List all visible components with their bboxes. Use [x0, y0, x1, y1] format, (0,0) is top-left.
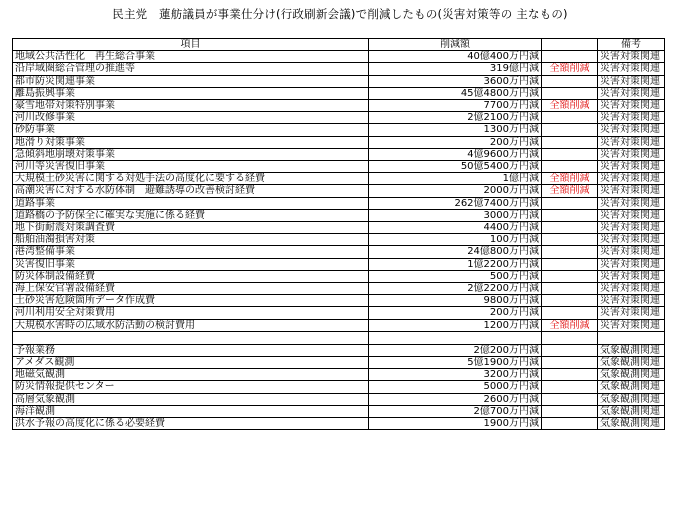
amount-cell: 2億2200万円減 — [369, 283, 542, 295]
note-cell: 災害対策関連 — [598, 124, 665, 136]
full-cut-cell — [542, 124, 598, 136]
amount-cell: 3000万円減 — [369, 209, 542, 221]
amount-cell: 1億2200万円減 — [369, 258, 542, 270]
amount-cell: 24億800万円減 — [369, 246, 542, 258]
header-amount: 削減額 — [369, 39, 542, 51]
header-item: 項目 — [13, 39, 369, 51]
item-cell: 道路橋の予防保全に確実な実施に係る経費 — [13, 209, 369, 221]
full-cut-cell — [542, 148, 598, 160]
amount-cell: 4億9600万円減 — [369, 148, 542, 160]
note-cell: 災害対策関連 — [598, 87, 665, 99]
table-row — [13, 209, 665, 221]
table-row — [13, 148, 665, 160]
amount-cell: 9800万円減 — [369, 295, 542, 307]
full-cut-cell — [542, 381, 598, 393]
full-cut-cell — [542, 209, 598, 221]
amount-cell: 200万円減 — [369, 136, 542, 148]
full-cut-cell: 全額削減 — [542, 100, 598, 112]
item-cell: 河川等災害復旧事業 — [13, 161, 369, 173]
table-row — [13, 222, 665, 234]
item-cell: 防災情報提供センター — [13, 381, 369, 393]
item-cell: 砂防事業 — [13, 124, 369, 136]
note-cell: 災害対策関連 — [598, 173, 665, 185]
full-cut-cell — [542, 283, 598, 295]
note-cell: 災害対策関連 — [598, 319, 665, 331]
table-row — [13, 124, 665, 136]
note-cell: 気象観測関連 — [598, 381, 665, 393]
table-row — [13, 173, 665, 185]
full-cut-cell: 全額削減 — [542, 319, 598, 331]
item-cell: 地滑り対策事業 — [13, 136, 369, 148]
table-row — [13, 381, 665, 393]
item-cell: 地域公共活性化 再生総合事業 — [13, 51, 369, 63]
note-cell: 災害対策関連 — [598, 136, 665, 148]
amount-cell: 500万円減 — [369, 270, 542, 282]
table-row — [13, 258, 665, 270]
item-cell: 予報業務 — [13, 344, 369, 356]
item-cell: 離島振興事業 — [13, 87, 369, 99]
amount-cell: 2億200万円減 — [369, 344, 542, 356]
item-cell: 大規模水害時の広域水防活動の検討費用 — [13, 319, 369, 331]
table-row — [13, 87, 665, 99]
full-cut-cell — [542, 112, 598, 124]
full-cut-cell — [542, 234, 598, 246]
item-cell: 道路事業 — [13, 197, 369, 209]
note-cell: 災害対策関連 — [598, 100, 665, 112]
note-cell: 気象観測関連 — [598, 405, 665, 417]
table-row — [13, 112, 665, 124]
table-row — [13, 270, 665, 282]
full-cut-cell — [542, 87, 598, 99]
item-cell: 地下街耐震対策調査費 — [13, 222, 369, 234]
full-cut-cell — [542, 307, 598, 319]
note-cell: 気象観測関連 — [598, 344, 665, 356]
amount-cell: 1300万円減 — [369, 124, 542, 136]
full-cut-cell — [542, 344, 598, 356]
amount-cell: 5000万円減 — [369, 381, 542, 393]
full-cut-cell — [542, 136, 598, 148]
amount-cell: 3600万円減 — [369, 75, 542, 87]
table-row — [13, 185, 665, 197]
table-row — [13, 344, 665, 356]
amount-cell: 2600万円減 — [369, 393, 542, 405]
table-row — [13, 405, 665, 417]
table-row — [13, 369, 665, 381]
full-cut-cell — [542, 197, 598, 209]
item-cell: 防災体制設備経費 — [13, 270, 369, 282]
full-cut-cell — [542, 393, 598, 405]
header-full-cut — [542, 39, 598, 51]
table-body — [13, 51, 665, 430]
note-cell: 気象観測関連 — [598, 357, 665, 369]
note-cell: 災害対策関連 — [598, 283, 665, 295]
full-cut-cell — [542, 161, 598, 173]
full-cut-cell — [542, 418, 598, 430]
note-cell: 災害対策関連 — [598, 295, 665, 307]
note-cell: 災害対策関連 — [598, 112, 665, 124]
full-cut-cell — [542, 369, 598, 381]
full-cut-cell — [542, 51, 598, 63]
note-cell: 災害対策関連 — [598, 63, 665, 75]
table-row — [13, 51, 665, 63]
table-row — [13, 234, 665, 246]
note-cell — [598, 331, 665, 344]
full-cut-cell — [542, 357, 598, 369]
item-cell: 沿岸域圏総合管理の推進等 — [13, 63, 369, 75]
amount-cell: 2000万円減 — [369, 185, 542, 197]
table-row — [13, 136, 665, 148]
amount-cell: 50億5400万円減 — [369, 161, 542, 173]
amount-cell: 40億400万円減 — [369, 51, 542, 63]
full-cut-cell — [542, 295, 598, 307]
item-cell: アメダス観測 — [13, 357, 369, 369]
item-cell: 海上保安官署設備経費 — [13, 283, 369, 295]
table-row — [13, 357, 665, 369]
full-cut-cell: 全額削減 — [542, 63, 598, 75]
table-row — [13, 319, 665, 331]
amount-cell: 7700万円減 — [369, 100, 542, 112]
table-row — [13, 100, 665, 112]
full-cut-cell — [542, 246, 598, 258]
page-title: 民主党 蓮舫議員が事業仕分け(行政刷新会議)で削減したもの(災害対策等の 主なもの) — [112, 7, 568, 21]
table-row — [13, 161, 665, 173]
note-cell: 気象観測関連 — [598, 418, 665, 430]
full-cut-cell — [542, 405, 598, 417]
item-cell — [13, 331, 369, 344]
note-cell: 災害対策関連 — [598, 148, 665, 160]
table-row — [13, 331, 665, 344]
item-cell: 災害復旧事業 — [13, 258, 369, 270]
full-cut-cell — [542, 222, 598, 234]
item-cell: 河川利用安全対策費用 — [13, 307, 369, 319]
note-cell: 災害対策関連 — [598, 75, 665, 87]
item-cell: 洪水予報の高度化に係る必要経費 — [13, 418, 369, 430]
note-cell: 災害対策関連 — [598, 222, 665, 234]
item-cell: 大規模土砂災害に関する対処手法の高度化に要する経費 — [13, 173, 369, 185]
amount-cell: 2億2100万円減 — [369, 112, 542, 124]
amount-cell: 2億700万円減 — [369, 405, 542, 417]
note-cell: 災害対策関連 — [598, 234, 665, 246]
amount-cell: 100万円減 — [369, 234, 542, 246]
table-row — [13, 197, 665, 209]
note-cell: 災害対策関連 — [598, 185, 665, 197]
amount-cell: 1200万円減 — [369, 319, 542, 331]
note-cell: 災害対策関連 — [598, 197, 665, 209]
budget-cut-table — [12, 38, 665, 430]
item-cell: 船舶油濁損害対策 — [13, 234, 369, 246]
table-row — [13, 75, 665, 87]
table-row — [13, 283, 665, 295]
table-row — [13, 307, 665, 319]
full-cut-cell — [542, 270, 598, 282]
note-cell: 災害対策関連 — [598, 258, 665, 270]
item-cell: 土砂災害危険箇所データ作成費 — [13, 295, 369, 307]
table-row — [13, 393, 665, 405]
item-cell: 港湾整備事業 — [13, 246, 369, 258]
note-cell: 災害対策関連 — [598, 209, 665, 221]
note-cell: 災害対策関連 — [598, 51, 665, 63]
note-cell: 気象観測関連 — [598, 369, 665, 381]
note-cell: 災害対策関連 — [598, 270, 665, 282]
full-cut-cell — [542, 75, 598, 87]
amount-cell: 3200万円減 — [369, 369, 542, 381]
item-cell: 高潮災害に対する水防体制 避難誘導の改善検討経費 — [13, 185, 369, 197]
amount-cell: 262億7400万円減 — [369, 197, 542, 209]
table-row — [13, 246, 665, 258]
full-cut-cell — [542, 258, 598, 270]
amount-cell: 4400万円減 — [369, 222, 542, 234]
table-header-row — [13, 39, 665, 51]
item-cell: 高層気象観測 — [13, 393, 369, 405]
amount-cell: 319億円減 — [369, 63, 542, 75]
amount-cell: 45億4800万円減 — [369, 87, 542, 99]
table-row — [13, 295, 665, 307]
full-cut-cell: 全額削減 — [542, 185, 598, 197]
item-cell: 急傾斜地崩壊対策事業 — [13, 148, 369, 160]
amount-cell: 1億円減 — [369, 173, 542, 185]
note-cell: 災害対策関連 — [598, 161, 665, 173]
header-note: 備考 — [598, 39, 665, 51]
full-cut-cell — [542, 331, 598, 344]
full-cut-cell: 全額削減 — [542, 173, 598, 185]
note-cell: 気象観測関連 — [598, 393, 665, 405]
item-cell: 豪雪地帯対策特別事業 — [13, 100, 369, 112]
note-cell: 災害対策関連 — [598, 307, 665, 319]
amount-cell: 1900万円減 — [369, 418, 542, 430]
amount-cell: 5億1900万円減 — [369, 357, 542, 369]
item-cell: 地磁気観測 — [13, 369, 369, 381]
amount-cell: 200万円減 — [369, 307, 542, 319]
item-cell: 都市防災関連事業 — [13, 75, 369, 87]
item-cell: 海洋観測 — [13, 405, 369, 417]
amount-cell — [369, 331, 542, 344]
table-row — [13, 418, 665, 430]
item-cell: 河川改修事業 — [13, 112, 369, 124]
table-row — [13, 63, 665, 75]
note-cell: 災害対策関連 — [598, 246, 665, 258]
